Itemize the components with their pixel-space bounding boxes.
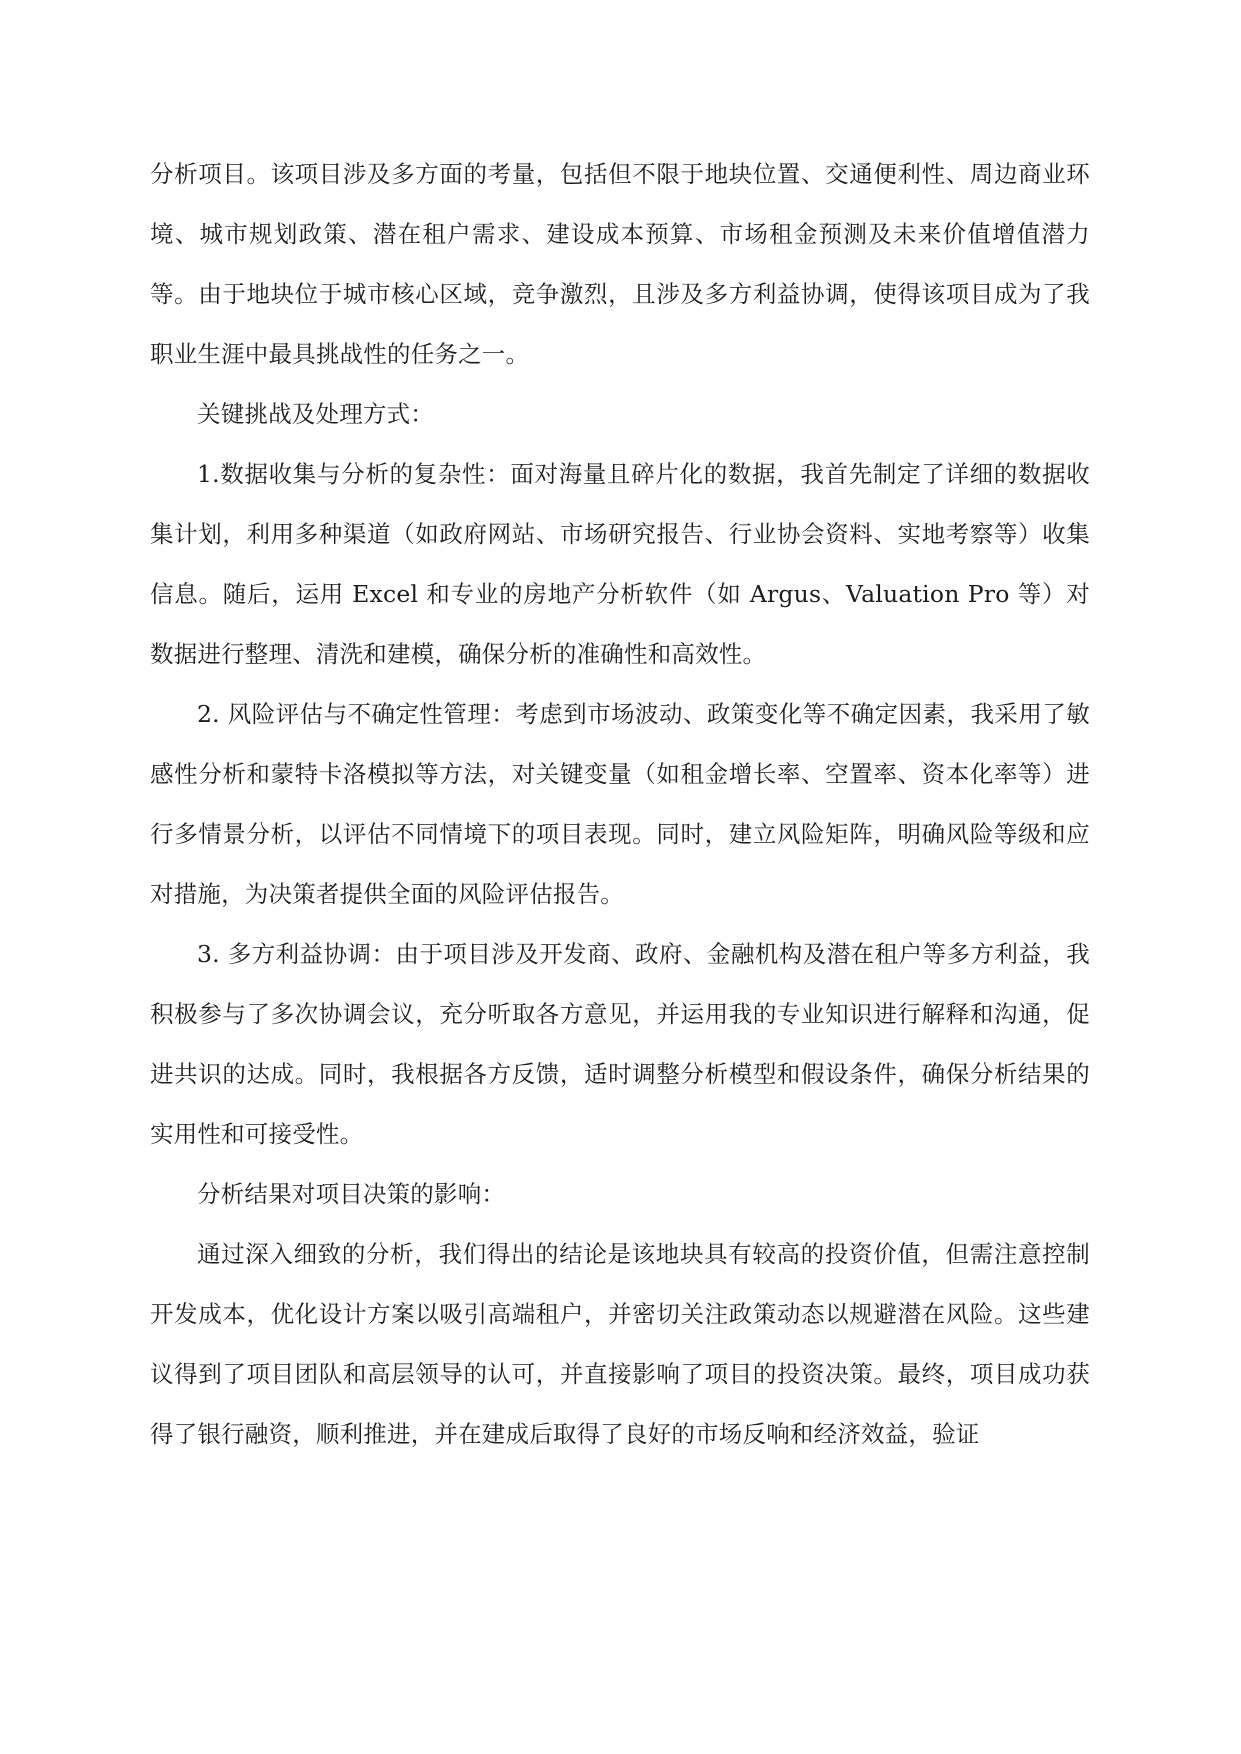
heading-decision-impact: 分析结果对项目决策的影响： [197, 1180, 506, 1208]
document-body [150, 144, 1090, 1464]
paragraph-data-collection: 1.数据收集与分析的复杂性：面对海量且碎片化的数据，我首先制定了详细的数据收集计划，利用多种渠道（如政府网站、市场研究报告、行业协会资料、实地考察等）收集信息。随后，运用 Excel 和专业的房地产分析软件（如 Argus、Valuation Pro 等）对数据进行整理、清洗和建模，确保分析的准确性和高效性。 [150, 460, 1090, 668]
paragraph-project-overview: 分析项目。该项目涉及多方面的考量，包括但不限于地块位置、交通便利性、周边商业环境、城市规划政策、潜在租户需求、建设成本预算、市场租金预测及未来价值增值潜力等。由于地块位于城市核心区域，竞争激烈，且涉及多方利益协调，使得该项目成为了我职业生涯中最具挑战性的任务之一。 [150, 160, 1090, 368]
heading-key-challenges: 关键挑战及处理方式： [197, 400, 434, 428]
paragraph-stakeholder-coordination: 3. 多方利益协调：由于项目涉及开发商、政府、金融机构及潜在租户等多方利益，我积极参与了多次协调会议，充分听取各方意见，并运用我的专业知识进行解释和沟通，促进共识的达成。同时，我根据各方反馈，适时调整分析模型和假设条件，确保分析结果的实用性和可接受性。 [150, 940, 1090, 1148]
paragraph-analysis-conclusion: 通过深入细致的分析，我们得出的结论是该地块具有较高的投资价值，但需注意控制开发成本，优化设计方案以吸引高端租户，并密切关注政策动态以规避潜在风险。这些建议得到了项目团队和高层领导的认可，并直接影响了项目的投资决策。最终，项目成功获得了银行融资，顺利推进，并在建成后取得了良好的市场反响和经济效益，验证 [150, 1240, 1090, 1448]
paragraph-risk-assessment: 2. 风险评估与不确定性管理：考虑到市场波动、政策变化等不确定因素，我采用了敏感性分析和蒙特卡洛模拟等方法，对关键变量（如租金增长率、空置率、资本化率等）进行多情景分析，以评估不同情境下的项目表现。同时，建立风险矩阵，明确风险等级和应对措施，为决策者提供全面的风险评估报告。 [150, 700, 1090, 908]
